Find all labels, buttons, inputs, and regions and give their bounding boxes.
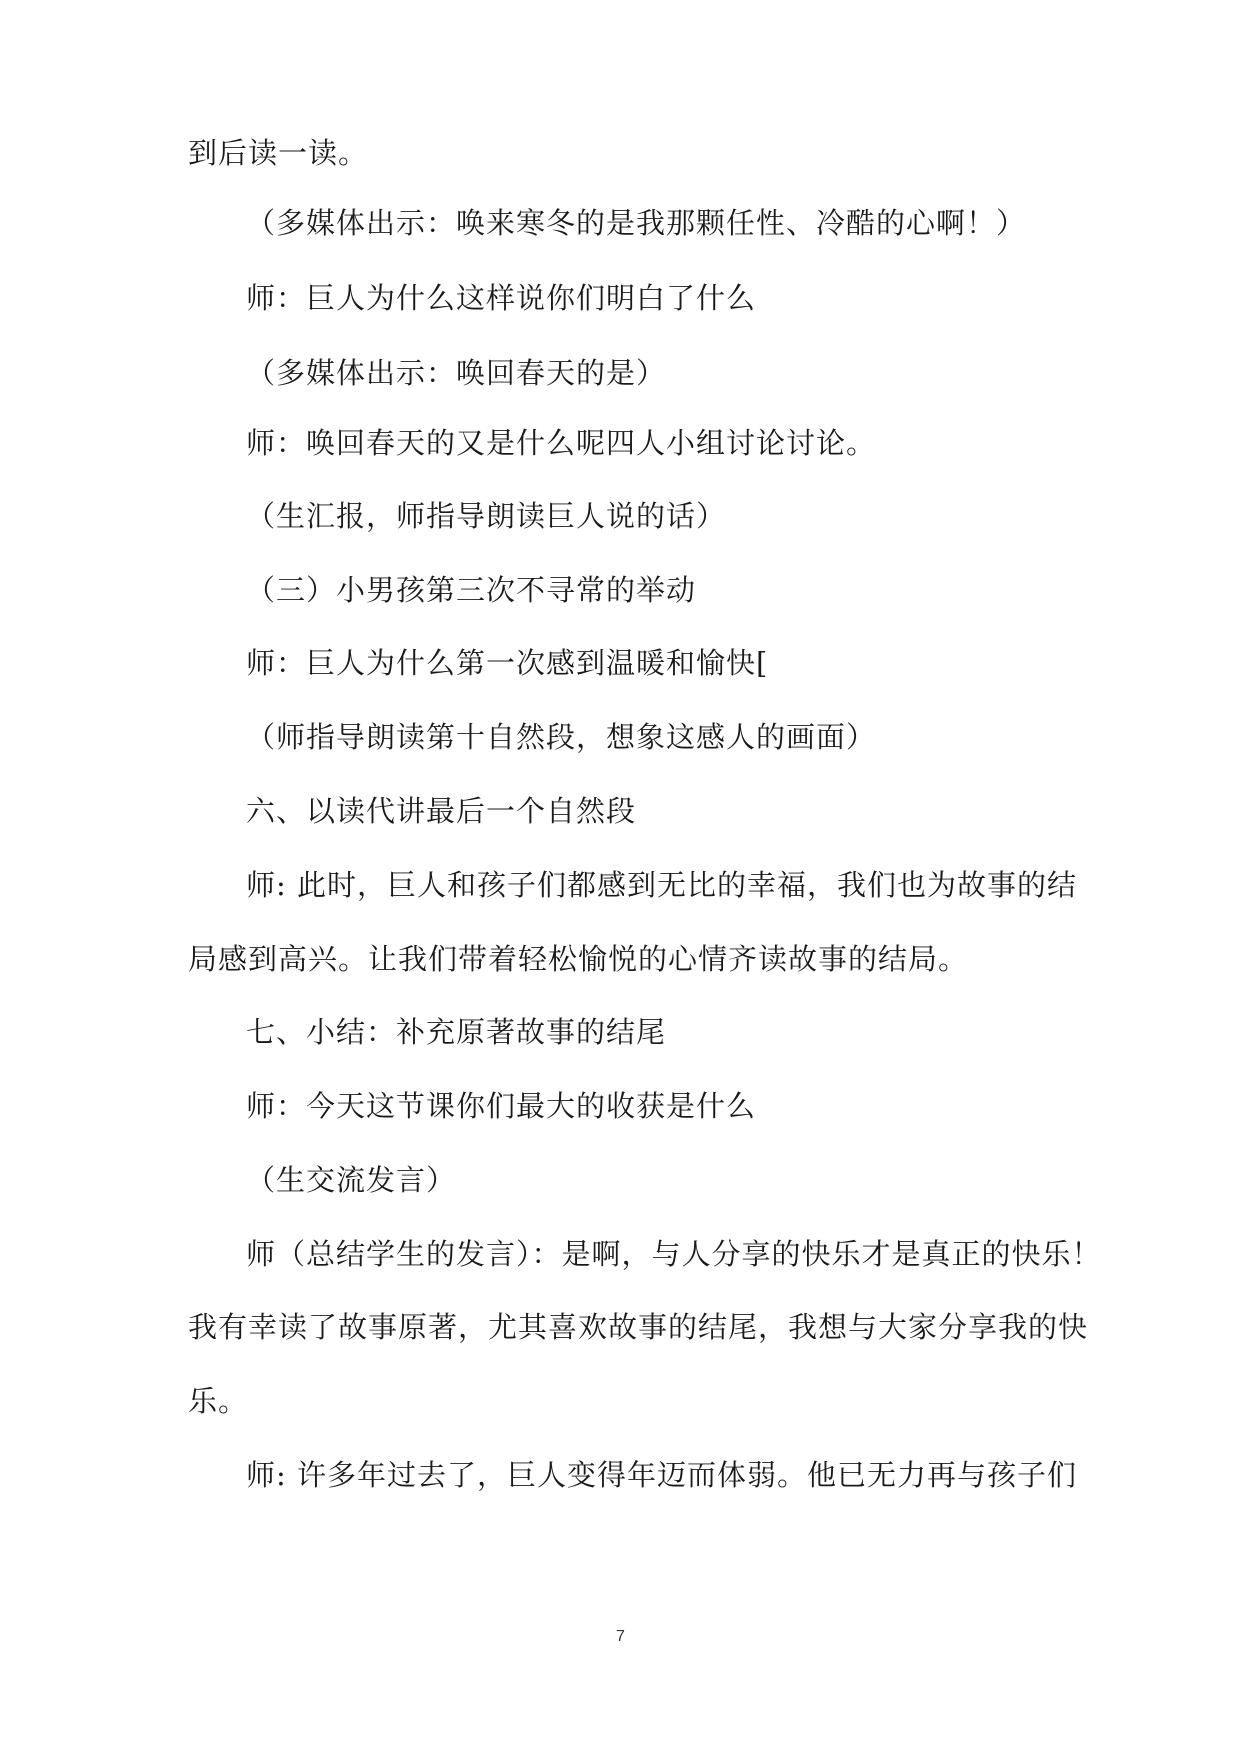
text-line: （生交流发言） [246, 1163, 457, 1197]
text-line: （师指导朗读第十自然段，想象这感人的画面） [246, 720, 877, 754]
text-line: 局感到高兴。让我们带着轻松愉悦的心情齐读故事的结局。 [188, 942, 969, 976]
text-line: （生汇报，师指导朗读巨人说的话） [246, 499, 727, 533]
text-line: 师（总结学生的发言）：是啊，与人分享的快乐才是真正的快乐！ [246, 1237, 1102, 1271]
text-line: 师：巨人为什么这样说你们明白了什么 [246, 281, 757, 315]
text-line: 师：今天这节课你们最大的收获是什么 [246, 1089, 757, 1123]
section-heading: 六、以读代讲最后一个自然段 [246, 794, 637, 828]
text-line: 师：唤回春天的又是什么呢四人小组讨论讨论。 [246, 426, 877, 460]
text-line: （三）小男孩第三次不寻常的举动 [246, 573, 697, 607]
text-line: 师：巨人为什么第一次感到温暖和愉快[ [246, 646, 769, 680]
text-line: 到后读一读。 [188, 136, 369, 170]
text-line: （多媒体出示：唤来寒冬的是我那颗任性、冷酷的心啊！） [246, 206, 1027, 240]
text-line: 我有幸读了故事原著，尤其喜欢故事的结尾，我想与大家分享我的快 [188, 1310, 1089, 1344]
text-line: 乐。 [188, 1384, 249, 1418]
text-line: 师: 此时，巨人和孩子们都感到无比的幸福，我们也为故事的结 [246, 868, 1077, 902]
text-line: （多媒体出示：唤回春天的是） [246, 356, 667, 390]
page-number: 7 [616, 1628, 625, 1645]
text-line: 师: 许多年过去了，巨人变得年迈而体弱。他已无力再与孩子们 [246, 1458, 1077, 1492]
section-heading: 七、小结：补充原著故事的结尾 [246, 1015, 667, 1049]
